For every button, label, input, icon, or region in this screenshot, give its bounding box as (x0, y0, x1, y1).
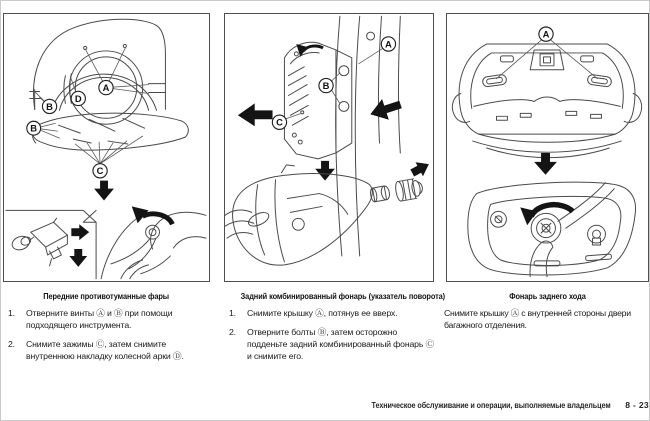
front-fog-lamp-panel (3, 13, 210, 282)
step-item (8, 307, 212, 331)
bulb-inset-drawing (6, 210, 96, 278)
callout-b (319, 78, 333, 92)
step-item (8, 338, 212, 362)
svg-text:C: C (276, 116, 283, 128)
step-text: Отверните винты Ⓐ и Ⓑ при помощи подходящего инструмента. (26, 308, 173, 330)
callout-a (99, 80, 113, 94)
step-item (229, 307, 435, 319)
step-item (229, 326, 435, 362)
rear-pillar-drawing (238, 16, 404, 256)
small-down-arrow-icon (69, 249, 87, 267)
page-number: 8 - 23 (625, 400, 649, 410)
wheel-liner-drawing (27, 113, 189, 178)
step-number: 2. (229, 327, 236, 337)
callout-a (539, 27, 553, 41)
step-text: Снимите зажимы Ⓒ, затем снимите внутреннюю накладку колесной арки Ⓓ. (26, 339, 184, 361)
step-number: 1. (229, 308, 236, 318)
step-text: Отверните болты Ⓑ, затем осторожно подденьте задний комбинированный фонарь Ⓒ и снимите его. (247, 327, 435, 361)
section-title-backup-lamp: Фонарь заднего хода (509, 291, 586, 301)
svg-text:D: D (74, 92, 82, 104)
left-arrow-icon (238, 103, 273, 126)
down-arrow-icon (94, 181, 114, 201)
backup-lamp-diagram (447, 14, 648, 281)
svg-text:B: B (322, 79, 330, 91)
front-fog-lamp-diagram (4, 14, 209, 281)
step-number: 2. (8, 339, 15, 349)
svg-text:A: A (102, 81, 110, 93)
lamp-access-drawing (468, 182, 636, 277)
step-text: Снимите крышку Ⓐ, потянув ее вверх. (247, 308, 398, 318)
down-arrow-icon (315, 161, 335, 181)
callout-b (42, 99, 56, 113)
socket-rotation-drawing (101, 206, 206, 278)
car-fender-drawing (30, 19, 166, 124)
callout-a (381, 37, 395, 51)
svg-text:A: A (542, 28, 550, 40)
tailgate-inner-drawing (452, 27, 641, 158)
callout-c (93, 164, 107, 178)
fog-lamp-steps (8, 307, 212, 369)
page-footer (201, 400, 649, 410)
down-arrow-icon (534, 153, 557, 175)
callout-b2 (27, 121, 41, 135)
rear-combination-lamp-panel (224, 13, 434, 282)
callout-d (71, 91, 85, 105)
right-arrow-icon (71, 224, 89, 240)
pull-out-arrow-icon (409, 157, 433, 180)
section-title-fog-lamps: Передние противотуманные фары (43, 291, 170, 301)
footer-chapter-title: Техническое обслуживание и операции, выполняемые владельцем (371, 400, 611, 410)
backup-lamp-instruction: Снимите крышку Ⓐ с внутренней стороны двери багажного отделения. (444, 308, 631, 330)
svg-text:A: A (385, 38, 392, 50)
rear-lamp-steps (229, 307, 435, 369)
svg-text:C: C (96, 165, 104, 177)
step-number: 1. (8, 308, 15, 318)
svg-text:B: B (30, 122, 38, 134)
small-rotate-arrow-icon (304, 46, 323, 50)
section-title-rear-lamp: Задний комбинированный фонарь (указатель поворота) (240, 291, 446, 301)
backup-lamp-panel (446, 13, 649, 282)
svg-text:B: B (46, 100, 53, 112)
rear-combination-lamp-diagram (225, 14, 433, 281)
callout-c (272, 115, 286, 129)
